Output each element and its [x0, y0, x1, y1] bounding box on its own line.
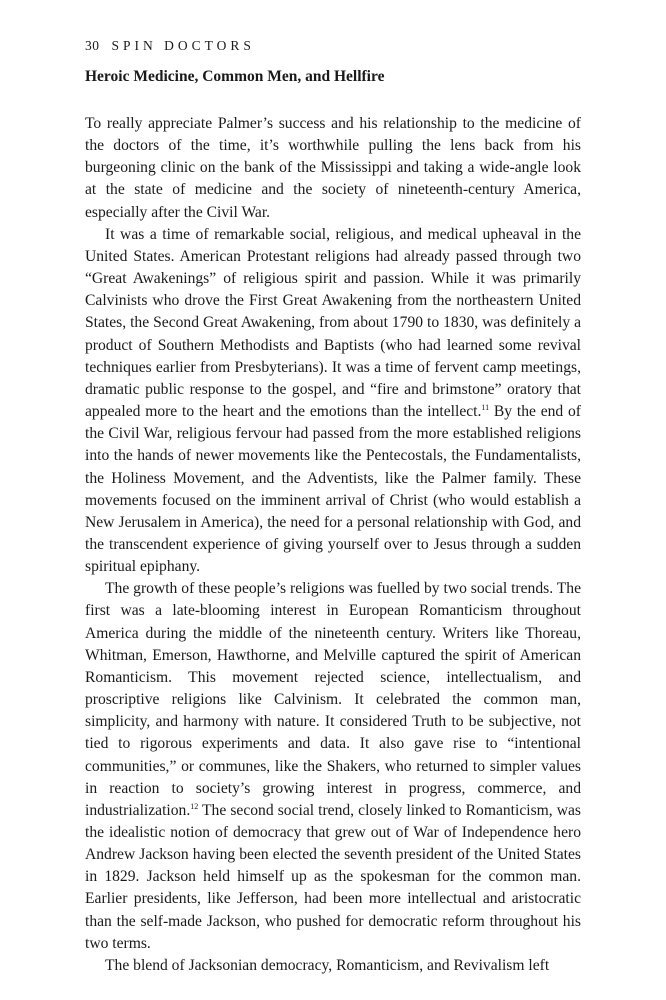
paragraph-text: It was a time of remarkable social, religious, and medical upheaval in the United States. American Protestant religions had already passed through two “Great Awakenings” of religious spirit and passion. While it was primarily Calvinists who drove the First Great Awakening from the northeastern United States, the Second Great Awakening, from about 1790 to 1830, was definitely a product of Southern Methodists and Baptists (who had learned some revival techniques earlier from Presbyterians). It was a time of fervent camp meetings, dramatic public response to the gospel, and “fire and brimstone” oratory that appealed more to the heart and the emotions than the intellect.: [85, 225, 581, 421]
paragraph: [85, 955, 581, 977]
book-page: [85, 36, 581, 977]
section-heading: Heroic Medicine, Common Men, and Hellfire: [85, 68, 385, 85]
paragraph-text: The growth of these people’s religions was fuelled by two social trends. The first was a late-blooming interest in European Romanticism throughout America during the middle of the nineteenth century. Writers like Thoreau, Whitman, Emerson, Hawthorne, and Melville captured the spirit of American Romanticism. This movement rejected science, intellectualism, and proscriptive religions like Calvinism. It celebrated the common man, simplicity, and harmony with nature. It considered Truth to be subjective, not tied to rigorous experiments and data. It also gave rise to “intentional communities,” or communes, like the Shakers, who returned to simpler values in reaction to society’s growing interest in progress, commerce, and industrialization.: [85, 580, 581, 819]
book-title: SPIN DOCTORS: [111, 38, 255, 53]
paragraph-text: The blend of Jacksonian democracy, Romanticism, and Revivalism left: [105, 956, 550, 974]
running-header: [85, 36, 581, 56]
paragraph: [85, 224, 581, 579]
page-number: 30: [85, 38, 100, 53]
footnote-marker[interactable]: 12: [190, 801, 199, 811]
footnote-marker[interactable]: 11: [481, 403, 490, 413]
paragraph-text: The second social trend, closely linked to Romanticism, was the idealistic notion of democracy that grew out of War of Independence hero Andrew Jackson having been elected the seventh president of the United States in 1829. Jackson held himself up as the spokesman for the common man. Earlier presidents, like Jefferson, had been more intellectual and aristocratic than the self-made Jackson, who pushed for democratic reform throughout his two terms.: [85, 801, 581, 952]
paragraph-text: To really appreciate Palmer’s success and his relationship to the medicine of the doctors of the time, it’s worthwhile pulling the lens back from his burgeoning clinic on the bank of the Mississippi and taking a wide-angle look at the state of medicine and the society of nineteenth-century America, especially after the Civil War.: [85, 115, 581, 221]
paragraph: [85, 578, 581, 955]
paragraph: [85, 113, 581, 224]
paragraph-text: By the end of the Civil War, religious fervour had passed from the more established religions into the hands of newer movements like the Pentecostals, the Fundamentalists, the Holiness Movement, and the Adventists, like the Palmer family. These movements focused on the imminent arrival of Christ (who would establish a New Jerusalem in America), the need for a personal relationship with God, and the transcendent experience of giving yourself over to Jesus through a sudden spiritual epiphany.: [85, 403, 581, 576]
body-text: [85, 113, 581, 977]
